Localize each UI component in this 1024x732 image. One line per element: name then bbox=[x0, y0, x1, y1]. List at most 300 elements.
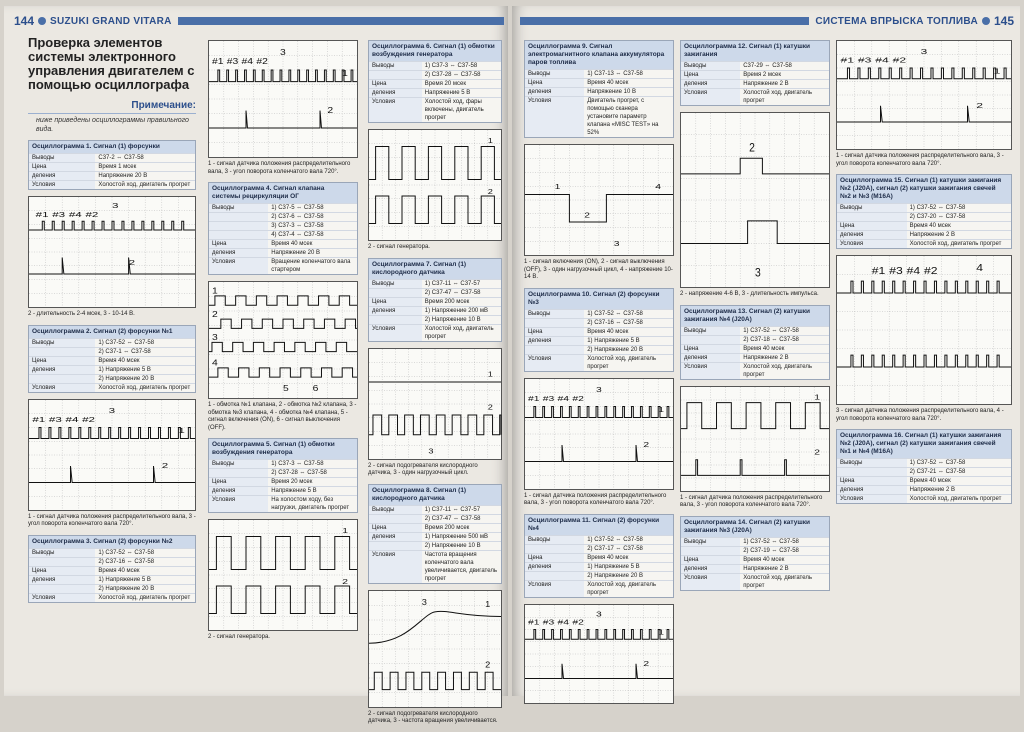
parameter-label: Цена bbox=[29, 357, 95, 365]
parameter-label: деления bbox=[369, 89, 422, 97]
table-row bbox=[209, 495, 357, 512]
table-row bbox=[29, 365, 195, 374]
table-row bbox=[369, 532, 501, 541]
parameter-label bbox=[525, 319, 584, 327]
left-column-3 bbox=[368, 40, 502, 732]
parameter-value: Двигатель прогрет, с помощью сканера установите параметр клапана «MISC TEST» на 52% bbox=[587, 98, 659, 136]
table-row bbox=[29, 356, 195, 365]
table-row bbox=[837, 203, 1011, 212]
table-row bbox=[209, 459, 357, 468]
parameter-table bbox=[29, 548, 195, 602]
table-row bbox=[369, 88, 501, 97]
parameter-label: Условия bbox=[681, 574, 740, 590]
parameter-label bbox=[209, 469, 268, 477]
table-row bbox=[525, 571, 673, 580]
trace-label: 3 bbox=[596, 384, 602, 394]
table-row bbox=[209, 477, 357, 486]
oscillogram-card bbox=[368, 258, 502, 342]
table-row bbox=[29, 338, 195, 347]
oscillogram-title: Осциллограмма 16. Сигнал (1) катушки зажигания №2 (J20A), сигнал (2) катушки зажигания свечей №1 и №4 (M16A) bbox=[837, 430, 1011, 458]
table-row bbox=[29, 162, 195, 171]
parameter-value: 1) С37-5 ⇔ С37-58 bbox=[271, 205, 324, 211]
parameter-label bbox=[681, 547, 740, 555]
parameter-value: Напряжение 2 В bbox=[909, 232, 956, 238]
oscillogram-plot bbox=[837, 41, 1011, 149]
parameter-value: 2) Напряжение 10 В bbox=[424, 316, 481, 323]
parameter-value: 1) С37-52 ⇔ С37-58 bbox=[587, 536, 643, 543]
trace-label: 1 bbox=[658, 627, 664, 636]
table-row bbox=[525, 96, 673, 137]
parameter-label: деления bbox=[29, 576, 95, 584]
oscillogram-card bbox=[836, 174, 1012, 249]
table-row bbox=[29, 171, 195, 180]
oscillogram-screen bbox=[524, 604, 674, 704]
trace-label: 6 bbox=[312, 384, 319, 393]
trace-label: #4 bbox=[65, 415, 79, 424]
parameter-label bbox=[369, 316, 422, 324]
signal-trace bbox=[209, 319, 357, 328]
parameter-value: 1) С37-52 ⇔ С37-58 bbox=[98, 549, 155, 556]
parameter-value: С37-2 ⇔ С37-58 bbox=[98, 155, 144, 161]
parameter-value: Напряжение 2 В bbox=[909, 487, 956, 493]
table-row bbox=[837, 458, 1011, 467]
parameter-table bbox=[837, 203, 1011, 248]
signal-trace bbox=[837, 281, 1011, 293]
parameter-value: Холостой ход, двигатель прогрет bbox=[743, 90, 812, 104]
oscillogram-screen bbox=[524, 144, 674, 256]
oscillogram-card bbox=[680, 305, 830, 380]
parameter-label bbox=[29, 348, 95, 356]
trace-label: 2 bbox=[643, 439, 650, 449]
parameter-value: 2) С37-47 ⇔ С37-58 bbox=[424, 289, 481, 296]
oscillogram-plot bbox=[525, 145, 673, 255]
parameter-label bbox=[369, 289, 422, 297]
parameter-value: 1) С37-52 ⇔ С37-58 bbox=[909, 460, 966, 466]
parameter-value: Холостой ход, двигатель прогрет bbox=[587, 581, 656, 596]
parameter-label: Выводы bbox=[681, 538, 740, 546]
parameter-value: 2) С37-16 ⇔ С37-58 bbox=[98, 558, 155, 565]
parameter-value: Время 40 мсек bbox=[587, 554, 629, 561]
parameter-label: Цена bbox=[369, 298, 422, 306]
oscillogram-title: Осциллограмма 7. Сигнал (1) кислородного датчика bbox=[369, 259, 501, 279]
note-heading: Примечание: bbox=[28, 100, 196, 114]
parameter-value: Холостой ход, двигатель прогрет bbox=[909, 241, 1002, 247]
table-row bbox=[681, 546, 829, 555]
trace-label: 1 bbox=[658, 404, 664, 414]
parameter-label: Условия bbox=[29, 384, 95, 392]
oscillogram-title: Осциллограмма 15. Сигнал (1) катушки зажигания №2 (J20A), сигнал (2) катушки зажигания свечей №2 и №3 (M16A) bbox=[837, 175, 1011, 203]
oscillogram-plot bbox=[369, 591, 501, 707]
trace-label: 2 bbox=[128, 258, 136, 268]
trace-label: 2 bbox=[327, 105, 334, 115]
parameter-table bbox=[209, 203, 357, 274]
parameter-value: Время 40 мсек bbox=[271, 241, 313, 247]
table-row bbox=[681, 573, 829, 590]
parameter-value: Время 20 мсек bbox=[271, 479, 313, 485]
parameter-value: Напряжение 2 В bbox=[743, 565, 789, 572]
trace-label: 5 bbox=[283, 384, 289, 393]
table-row bbox=[29, 566, 195, 575]
trace-label: #2 bbox=[85, 210, 99, 220]
parameter-value: Напряжение 2 В bbox=[743, 354, 789, 361]
signal-trace bbox=[837, 355, 1011, 367]
parameter-label: деления bbox=[681, 354, 740, 362]
trace-label: 3 bbox=[211, 333, 218, 342]
oscillogram-title: Осциллограмма 4. Сигнал клапана системы рециркуляции ОГ bbox=[209, 183, 357, 203]
parameter-label: Условия bbox=[29, 181, 95, 189]
parameter-value: Напряжение 5 В bbox=[271, 488, 317, 494]
table-row bbox=[525, 78, 673, 87]
oscillogram-screen bbox=[524, 378, 674, 490]
parameter-label: Условия bbox=[29, 594, 95, 602]
oscillogram-title: Осциллограмма 5. Сигнал (1) обмотки возбуждения генератора bbox=[209, 439, 357, 459]
trace-label: 1 bbox=[487, 368, 493, 378]
parameter-label bbox=[525, 572, 584, 580]
trace-label: #1 bbox=[35, 210, 49, 220]
oscillogram-screen bbox=[836, 40, 1012, 150]
table-row bbox=[681, 344, 829, 353]
bullet-icon bbox=[38, 17, 46, 25]
article-title: Проверка элементов системы электронного управления двигателем с помощью осциллографа bbox=[28, 35, 195, 92]
table-row bbox=[369, 324, 501, 341]
trace-label: 1 bbox=[993, 67, 1001, 76]
parameter-value: 1) Напряжение 200 мВ bbox=[424, 307, 489, 314]
oscillogram-card bbox=[836, 429, 1012, 504]
oscillogram-title: Осциллограмма 12. Сигнал (1) катушки зажигания bbox=[681, 41, 829, 61]
parameter-value: 2) С37-16 ⇔ С37-58 bbox=[587, 319, 643, 326]
oscillogram-screen bbox=[836, 255, 1012, 405]
table-row bbox=[209, 221, 357, 230]
trace-label: 1 bbox=[554, 182, 561, 191]
parameter-value: Время 40 мсек bbox=[743, 556, 785, 563]
oscillogram-card bbox=[680, 40, 830, 106]
parameter-value: Время 2 мсек bbox=[743, 72, 781, 78]
parameter-label bbox=[525, 346, 584, 354]
parameter-value: Напряжение 10 В bbox=[587, 89, 636, 95]
trace-label: 2 bbox=[749, 141, 755, 155]
trace-label: #4 bbox=[875, 56, 889, 65]
header-bar bbox=[178, 17, 504, 25]
table-row bbox=[525, 535, 673, 544]
parameter-label: Выводы bbox=[29, 549, 95, 557]
oscillogram-card bbox=[208, 182, 358, 275]
parameter-table bbox=[209, 459, 357, 512]
parameter-label bbox=[209, 222, 268, 230]
parameter-value: 2) С37-6 ⇔ С37-58 bbox=[271, 214, 324, 220]
note-text: ниже приведены осциллограммы правильного вида. bbox=[36, 117, 189, 133]
parameter-value: 1) С37-52 ⇔ С37-58 bbox=[743, 538, 799, 545]
parameter-value: Холостой ход, двигатель прогрет bbox=[98, 594, 191, 601]
table-row bbox=[525, 87, 673, 96]
table-row bbox=[681, 61, 829, 70]
parameter-label bbox=[209, 231, 268, 239]
trace-label: 1 bbox=[487, 135, 493, 146]
figure-caption: 1 - сигнал включения (ON), 2 - сигнал выключения (OFF), 3 - один нагрузочный цикл, 4 - напряжение 10-14 В. bbox=[524, 259, 673, 280]
left-column-1 bbox=[28, 36, 196, 609]
parameter-table bbox=[525, 309, 673, 371]
oscillogram-plot bbox=[681, 113, 829, 287]
parameter-value: Напряжение 20 В bbox=[98, 173, 148, 179]
parameter-label: Выводы bbox=[369, 506, 422, 514]
table-row bbox=[681, 335, 829, 344]
parameter-value: Время 1 мсек bbox=[98, 164, 137, 170]
parameter-label: Условия bbox=[525, 581, 584, 597]
left-page-header bbox=[14, 14, 504, 28]
trace-label: 4 bbox=[655, 182, 662, 191]
parameter-label: Выводы bbox=[837, 204, 907, 212]
trace-label: 1 bbox=[342, 68, 348, 78]
bullet-icon bbox=[982, 17, 990, 25]
parameter-table bbox=[525, 535, 673, 597]
table-row bbox=[681, 326, 829, 335]
table-row bbox=[209, 203, 357, 212]
parameter-label: деления bbox=[209, 249, 268, 257]
trace-label: 3 bbox=[613, 239, 620, 248]
parameter-value: 4) С37-4 ⇔ С37-58 bbox=[271, 232, 324, 238]
trace-label: #2 bbox=[924, 265, 938, 277]
table-row bbox=[525, 562, 673, 571]
parameter-label: Цена bbox=[29, 163, 95, 171]
oscillogram-plot bbox=[837, 256, 1011, 404]
table-row bbox=[681, 537, 829, 546]
parameter-value: На холостом ходу, без нагрузки, двигатель прогрет bbox=[271, 497, 350, 511]
oscillogram-card bbox=[524, 514, 674, 598]
right-column-2 bbox=[680, 40, 830, 597]
figure-caption: 2 - напряжение 4-6 В, 3 - длительность импульса. bbox=[680, 291, 819, 297]
table-row bbox=[681, 564, 829, 573]
table-row bbox=[525, 336, 673, 345]
parameter-value: 1) Напряжение 5 В bbox=[98, 576, 151, 583]
oscillogram-title: Осциллограмма 13. Сигнал (2) катушки зажигания №4 (J20A) bbox=[681, 306, 829, 326]
parameter-value: Холостой ход, двигатель прогрет bbox=[424, 325, 494, 340]
parameter-value: Холостой ход, двигатель прогрет bbox=[743, 363, 812, 378]
table-row bbox=[837, 485, 1011, 494]
oscillogram-plot bbox=[209, 282, 357, 398]
table-row bbox=[29, 593, 195, 602]
parameter-label: Цена bbox=[209, 478, 268, 486]
table-row bbox=[369, 61, 501, 70]
oscillogram-card bbox=[28, 535, 196, 603]
trace-label: #3 bbox=[889, 265, 903, 277]
parameter-table bbox=[29, 338, 195, 392]
section-title: СИСТЕМА ВПРЫСКА ТОПЛИВА bbox=[815, 15, 978, 27]
trace-label: 2 bbox=[814, 447, 820, 456]
parameter-label: Условия bbox=[525, 97, 584, 137]
oscillogram-card bbox=[368, 40, 502, 123]
table-row bbox=[369, 97, 501, 122]
figure-caption: 1 - сигнал датчика положения распределительного вала, 3 - угол поворота коленчатого вала 720°. bbox=[208, 161, 351, 175]
table-row bbox=[525, 544, 673, 553]
trace-label: #4 bbox=[557, 617, 570, 626]
parameter-value: Холостой ход, двигатель прогрет bbox=[98, 182, 191, 188]
trace-label: 3 bbox=[280, 47, 286, 57]
table-row bbox=[29, 575, 195, 584]
oscillogram-title: Осциллограмма 14. Сигнал (2) катушки зажигания №3 (J20A) bbox=[681, 517, 829, 537]
parameter-value: 2) С37-17 ⇔ С37-58 bbox=[587, 545, 643, 552]
parameter-value: 2) Напряжение 20 В bbox=[98, 585, 155, 592]
parameter-value: 1) С37-3 ⇔ С37-58 bbox=[271, 461, 324, 467]
parameter-label bbox=[525, 545, 584, 553]
trace-label: 2 bbox=[161, 461, 169, 471]
table-row bbox=[369, 541, 501, 550]
parameter-label: Цена bbox=[369, 80, 422, 88]
oscillogram-title: Осциллограмма 6. Сигнал (1) обмотки возбуждения генератора bbox=[369, 41, 501, 61]
trace-label: 3 bbox=[428, 445, 434, 455]
oscillogram-title: Осциллограмма 9. Сигнал электромагнитного клапана аккумулятора паров топлива bbox=[525, 41, 673, 69]
table-row bbox=[369, 523, 501, 532]
oscillogram-card bbox=[680, 516, 830, 591]
parameter-label: Выводы bbox=[525, 70, 584, 78]
trace-label: #3 bbox=[857, 56, 872, 65]
oscillogram-plot bbox=[525, 379, 673, 489]
table-row bbox=[29, 374, 195, 383]
figure-caption: 1 - сигнал датчика положения распределительного вала, 3 - угол поворота коленчатого вала 720°. bbox=[836, 153, 1004, 167]
parameter-label: Условия bbox=[681, 363, 740, 379]
parameter-value: 1) Напряжение 500 мВ bbox=[424, 533, 489, 540]
parameter-label: Выводы bbox=[837, 459, 907, 467]
table-row bbox=[681, 353, 829, 362]
oscillogram-screen bbox=[208, 519, 358, 631]
figure-caption: 1 - сигнал датчика положения распределительного вала, 3 - угол поворота коленчатого вала 720°. bbox=[524, 492, 667, 506]
trace-label: #1 bbox=[32, 415, 46, 424]
trace-label: 2 bbox=[342, 577, 348, 586]
parameter-label: Выводы bbox=[369, 280, 422, 288]
parameter-value: Время 40 мсек bbox=[587, 80, 629, 86]
table-row bbox=[209, 212, 357, 221]
parameter-label: Цена bbox=[29, 567, 95, 575]
trace-label: #1 bbox=[211, 57, 224, 66]
figure-caption: 2 - сигнал генератора. bbox=[368, 244, 430, 250]
oscillogram-title: Осциллограмма 11. Сигнал (2) форсунки №4 bbox=[525, 515, 673, 535]
table-row bbox=[837, 239, 1011, 248]
oscillogram-card bbox=[28, 325, 196, 393]
parameter-value: 1) Напряжение 5 В bbox=[587, 563, 640, 570]
parameter-label: Цена bbox=[525, 79, 584, 87]
trace-label: 2 bbox=[487, 186, 493, 196]
table-row bbox=[369, 279, 501, 288]
table-row bbox=[681, 88, 829, 105]
parameter-value: Напряжение 5 В bbox=[424, 90, 471, 96]
parameter-value: Напряжение 20 В bbox=[271, 250, 320, 256]
parameter-label: Цена bbox=[525, 554, 584, 562]
parameter-value: 2) С37-19 ⇔ С37-58 bbox=[743, 547, 799, 554]
parameter-label bbox=[369, 542, 422, 550]
trace-label: 2 bbox=[485, 659, 491, 669]
page-number: 145 bbox=[993, 14, 1014, 28]
parameter-value: 2) Напряжение 20 В bbox=[98, 375, 155, 382]
parameter-label: Выводы bbox=[369, 62, 422, 70]
header-bar bbox=[520, 17, 809, 25]
table-row bbox=[525, 354, 673, 371]
trace-label: #4 bbox=[906, 265, 921, 277]
table-row bbox=[525, 580, 673, 597]
oscillogram-screen bbox=[680, 386, 830, 492]
parameter-value: Время 40 мсек bbox=[98, 567, 140, 574]
trace-label: 2 bbox=[584, 210, 590, 220]
parameter-label: деления bbox=[837, 231, 907, 239]
parameter-label bbox=[837, 468, 907, 476]
parameter-value: Время 200 мсек bbox=[424, 298, 470, 305]
trace-label: #3 bbox=[542, 393, 555, 403]
parameter-label: Условия bbox=[369, 98, 422, 122]
parameter-value: 2) Напряжение 10 В bbox=[424, 542, 481, 549]
parameter-label: Цена bbox=[681, 71, 740, 79]
oscillogram-card bbox=[368, 484, 502, 584]
trace-label: #3 bbox=[226, 57, 239, 66]
table-row bbox=[837, 467, 1011, 476]
trace-label: #2 bbox=[572, 393, 584, 403]
parameter-label: Условия bbox=[837, 495, 907, 503]
parameter-label bbox=[29, 585, 95, 593]
parameter-table bbox=[525, 69, 673, 137]
parameter-value: 1) С37-52 ⇔ С37-58 bbox=[909, 205, 966, 211]
table-row bbox=[29, 153, 195, 162]
parameter-label: Выводы bbox=[681, 62, 740, 70]
parameter-label: Цена bbox=[369, 524, 422, 532]
table-row bbox=[369, 514, 501, 523]
oscillogram-title: Осциллограмма 10. Сигнал (2) форсунки №3 bbox=[525, 289, 673, 309]
parameter-label: Цена bbox=[681, 345, 740, 353]
parameter-label: деления bbox=[369, 307, 422, 315]
parameter-value: Время 200 мсек bbox=[424, 524, 470, 531]
parameter-value: 1) С37-13 ⇔ С37-58 bbox=[587, 71, 643, 77]
parameter-value: 2) С37-47 ⇔ С37-58 bbox=[424, 515, 481, 522]
parameter-value: Время 40 мсек bbox=[909, 478, 951, 484]
parameter-value: 1) С37-11 ⇔ С37-57 bbox=[424, 280, 481, 287]
parameter-label bbox=[29, 375, 95, 383]
trace-label: 3 bbox=[108, 406, 116, 416]
oscillogram-card bbox=[524, 288, 674, 372]
table-row bbox=[837, 221, 1011, 230]
table-row bbox=[837, 230, 1011, 239]
parameter-table bbox=[837, 458, 1011, 503]
parameter-value: 2) С37-21 ⇔ С37-58 bbox=[909, 469, 966, 475]
parameter-value: Время 20 мсек bbox=[424, 81, 466, 87]
oscillogram-card bbox=[28, 140, 196, 190]
figure-caption: 1 - обмотка №1 клапана, 2 - обмотка №2 клапана, 3 - обмотка №3 клапана, 4 - обмотка №4 клапана, 5 - сигнал включения (ON), 6 - сигнал выключения (OFF). bbox=[208, 402, 357, 431]
parameter-value: 1) С37-52 ⇔ С37-58 bbox=[587, 310, 643, 317]
parameter-value: Холостой ход, двигатель прогрет bbox=[909, 496, 1002, 502]
parameter-label: Выводы bbox=[681, 327, 740, 335]
trace-label: 2 bbox=[487, 401, 493, 411]
figure-caption: 2 - длительность 2-4 мсек, 3 - 10-14 В. bbox=[28, 311, 135, 317]
trace-label: #4 bbox=[68, 210, 82, 220]
oscillogram-title: Осциллограмма 2. Сигнал (2) форсунки №1 bbox=[29, 326, 195, 338]
trace-label: 2 bbox=[211, 309, 218, 319]
trace-label: 1 bbox=[178, 426, 185, 435]
parameter-label: деления bbox=[681, 80, 740, 88]
parameter-label bbox=[369, 515, 422, 523]
parameter-label: деления bbox=[525, 337, 584, 345]
parameter-label: деления bbox=[369, 533, 422, 541]
table-row bbox=[525, 327, 673, 336]
table-row bbox=[29, 347, 195, 356]
table-row bbox=[681, 555, 829, 564]
table-row bbox=[209, 486, 357, 495]
parameter-value: Холостой ход, фары включены, двигатель прогрет bbox=[424, 99, 484, 121]
left-page bbox=[4, 6, 508, 724]
trace-label: #2 bbox=[572, 617, 584, 626]
oscillogram-plot bbox=[209, 41, 357, 157]
trace-label: #3 bbox=[48, 415, 62, 424]
parameter-value: 2) С37-18 ⇔ С37-58 bbox=[743, 336, 799, 343]
table-row bbox=[29, 383, 195, 392]
table-row bbox=[369, 315, 501, 324]
table-row bbox=[525, 309, 673, 318]
trace-label: 2 bbox=[976, 101, 983, 111]
parameter-label: деления bbox=[525, 88, 584, 96]
parameter-label: деления bbox=[837, 486, 907, 494]
